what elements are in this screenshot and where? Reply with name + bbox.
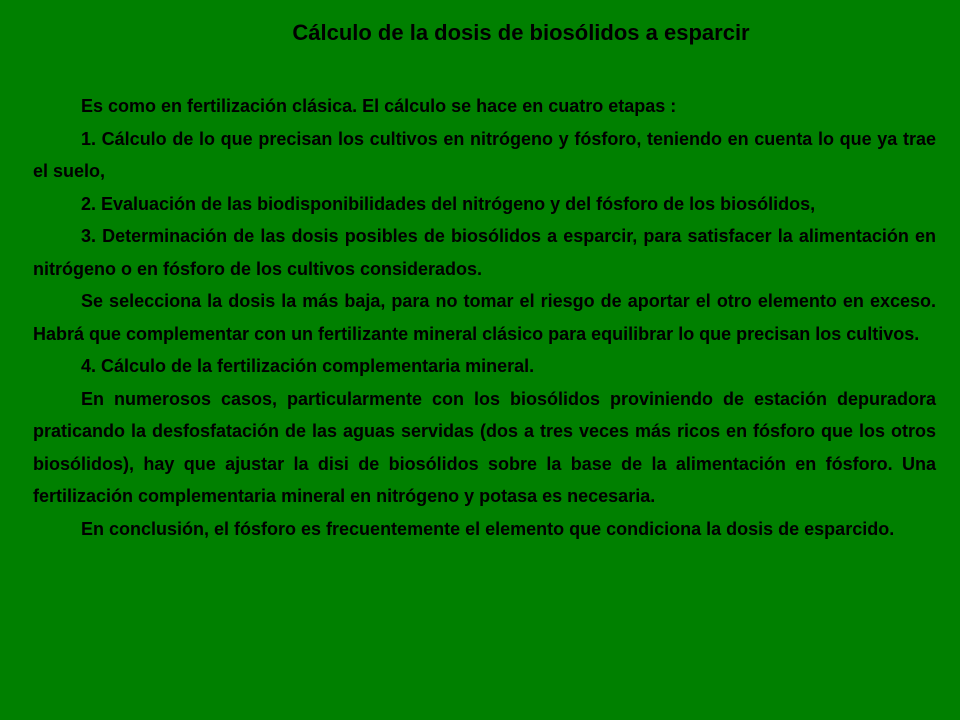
- paragraph-selection-note: Se selecciona la dosis la más baja, para no tomar el riesgo de aportar el otro elemento en exceso. Habrá que complementar con un fertilizante mineral clásico para equilibrar lo que precisan los cultivos.: [33, 291, 936, 344]
- slide-title: Cálculo de la dosis de biosólidos a esparcir: [292, 20, 750, 45]
- paragraph-phosphorus-cases: En numerosos casos, particularmente con los biosólidos proviniendo de estación depuradora praticando la desfosfatación de las aguas servidas (dos a tres veces más ricos en fósforo que los otros biosólidos), hay que ajustar la disi de biosólidos sobre la base de la alimentación en fósforo. Una fertilización complementaria mineral en nitrógeno y potasa es necesaria.: [33, 388, 936, 506]
- paragraph-step-4: 4. Cálculo de la fertilización complementaria mineral.: [81, 356, 535, 376]
- paragraph-intro: Es como en fertilización clásica. El cálculo se hace en cuatro etapas :: [81, 96, 677, 116]
- paragraph-step-1: 1. Cálculo de lo que precisan los cultivos en nitrógeno y fósforo, teniendo en cuenta lo que ya trae el suelo,: [33, 128, 936, 181]
- slide-body: [33, 90, 936, 545]
- paragraph-conclusion: En conclusión, el fósforo es frecuentemente el elemento que condiciona la dosis de esparcido.: [81, 518, 895, 539]
- paragraph-step-3: 3. Determinación de las dosis posibles de biosólidos a esparcir, para satisfacer la alimentación en nitrógeno o en fósforo de los cultivos considerados.: [33, 226, 936, 279]
- paragraph-step-2: 2. Evaluación de las biodisponibilidades del nitrógeno y del fósforo de los biosólidos,: [81, 193, 816, 214]
